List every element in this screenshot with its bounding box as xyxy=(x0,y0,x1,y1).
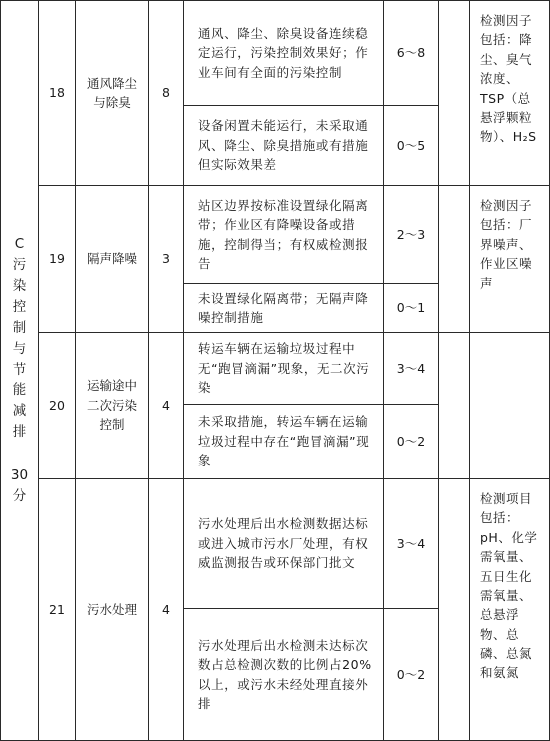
category-score-unit: 分 xyxy=(12,488,27,505)
criterion-score: 3～4 xyxy=(384,333,439,405)
criterion-score: 0～2 xyxy=(384,405,439,479)
category-char: 排 xyxy=(12,424,27,441)
category-cell xyxy=(1,1,39,741)
criterion-text: 污水处理后出水检测未达标次数占总检测次数的比例占20%以上，或污水未经处理直接外排 xyxy=(184,609,384,741)
row-number: 19 xyxy=(39,186,76,333)
category-char: 污 xyxy=(12,256,27,273)
category-char: 与 xyxy=(12,340,27,357)
row-number: 20 xyxy=(39,333,76,479)
item-points: 4 xyxy=(149,333,184,479)
category-char: C xyxy=(14,235,25,252)
criterion-text: 污水处理后出水检测数据达标或进入城市污水厂处理，有权威监测报告或环保部门批文 xyxy=(184,479,384,609)
criterion-score: 3～4 xyxy=(384,479,439,609)
row-number: 18 xyxy=(39,1,76,186)
category-score: 30 xyxy=(10,467,29,484)
criterion-score: 0～1 xyxy=(384,284,439,333)
criterion-text: 设备闲置未能运行，未采取通风、降尘、除臭措施或有措施但实际效果差 xyxy=(184,106,384,186)
item-points: 4 xyxy=(149,479,184,741)
blank-cell xyxy=(439,186,470,333)
category-char: 能 xyxy=(12,382,27,399)
table-row xyxy=(1,186,550,284)
item-name: 运输途中二次污染控制 xyxy=(76,333,149,479)
category-char: 控 xyxy=(12,298,27,315)
blank-cell xyxy=(439,479,470,741)
criterion-text: 转运车辆在运输垃圾过程中无“跑冒滴漏”现象，无二次污染 xyxy=(184,333,384,405)
criterion-score: 0～2 xyxy=(384,609,439,741)
criterion-score: 2～3 xyxy=(384,186,439,284)
item-name: 隔声降噪 xyxy=(76,186,149,333)
category-char: 制 xyxy=(12,319,27,336)
criterion-text: 站区边界按标准设置绿化隔离带；作业区有降噪设备或措施，控制得当；有权威检测报告 xyxy=(184,186,384,284)
detection-note: 检测因子包括：降尘、臭气浓度、TSP（总悬浮颗粒物）、H₂S xyxy=(470,1,550,186)
category-char: 节 xyxy=(12,361,27,378)
blank-cell xyxy=(439,1,470,186)
category-char: 染 xyxy=(12,277,27,294)
detection-note xyxy=(470,333,550,479)
blank-cell xyxy=(439,333,470,479)
item-points: 3 xyxy=(149,186,184,333)
criterion-score: 6～8 xyxy=(384,1,439,106)
table-row xyxy=(1,479,550,609)
row-number: 21 xyxy=(39,479,76,741)
criterion-score: 0～5 xyxy=(384,106,439,186)
detection-note: 检测项目包括：pH、化学需氧量、五日生化需氧量、总悬浮物、总磷、总氮和氨氮 xyxy=(470,479,550,741)
item-name: 通风降尘与除臭 xyxy=(76,1,149,186)
detection-note: 检测因子包括：厂界噪声、作业区噪声 xyxy=(470,186,550,333)
criterion-text: 未采取措施，转运车辆在运输垃圾过程中存在“跑冒滴漏”现象 xyxy=(184,405,384,479)
item-points: 8 xyxy=(149,1,184,186)
table-row xyxy=(1,333,550,405)
criterion-text: 未设置绿化隔离带；无隔声降噪控制措施 xyxy=(184,284,384,333)
table-row xyxy=(1,1,550,106)
criterion-text: 通风、降尘、除臭设备连续稳定运行，污染控制效果好；作业车间有全面的污染控制 xyxy=(184,1,384,106)
category-char: 减 xyxy=(12,403,27,420)
item-name: 污水处理 xyxy=(76,479,149,741)
